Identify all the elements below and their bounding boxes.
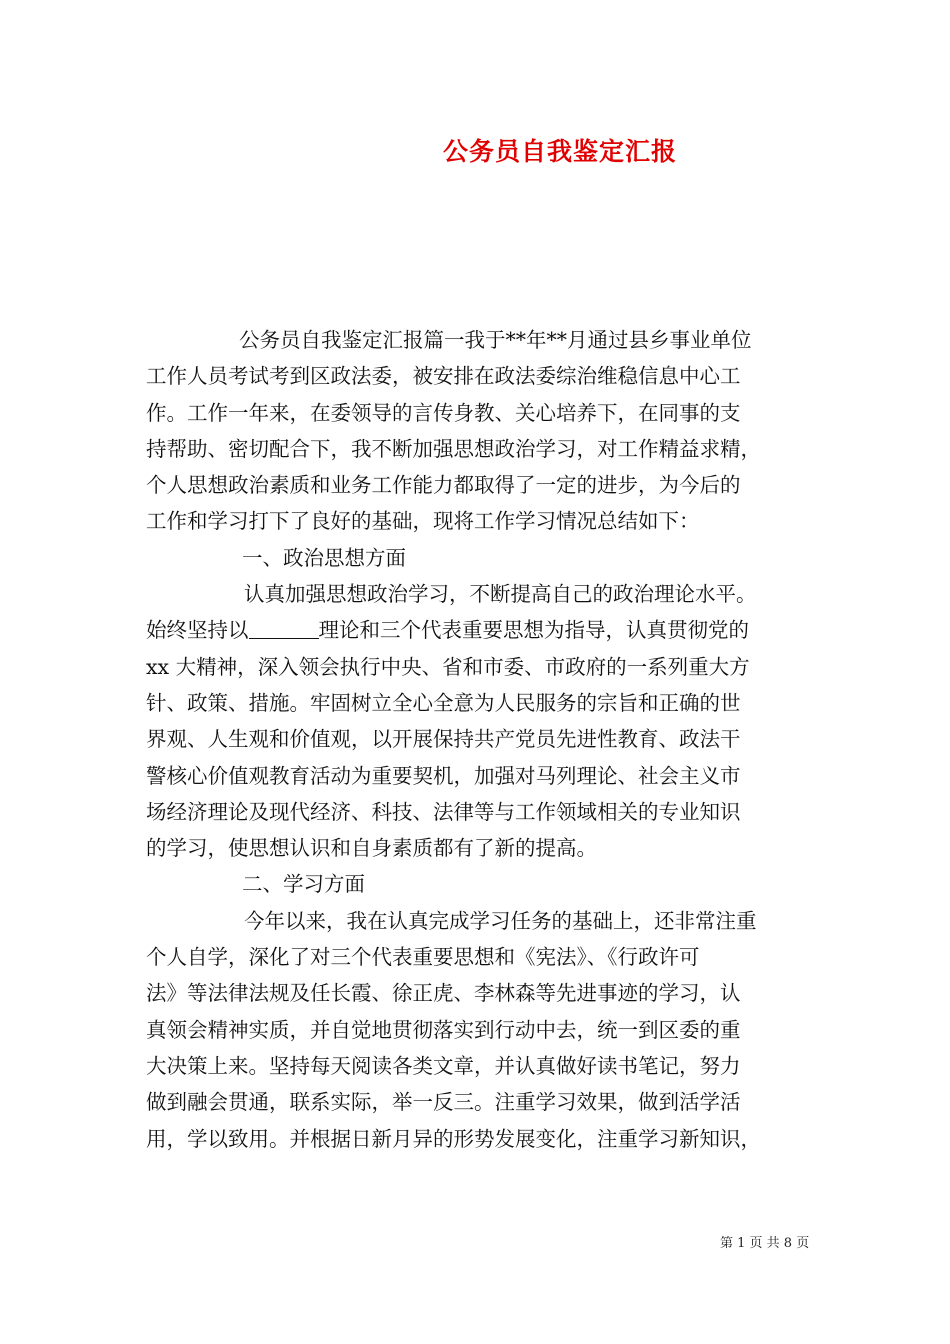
paragraph-line: 个人思想政治素质和业务工作能力都取得了一定的进步，为今后的 xyxy=(146,473,741,498)
page-number: 第 1 页 共 8 页 xyxy=(720,1236,810,1251)
paragraph-line: 大决策上来。坚持每天阅读各类文章，并认真做好读书笔记，努力 xyxy=(146,1053,741,1078)
paragraph-line: xx 大精神，深入领会执行中央、省和市委、市政府的一系列重大方 xyxy=(146,654,750,679)
document-title: 公务员自我鉴定汇报 xyxy=(442,137,677,166)
paragraph-line: 今年以来，我在认真完成学习任务的基础上，还非常注重 xyxy=(244,908,757,933)
paragraph-line: 认真加强思想政治学习，不断提高自己的政治理论水平。 xyxy=(244,582,757,607)
line-segment: 理论和三个代表重要思想为指导，认真贯彻党的 xyxy=(318,618,749,643)
section-heading: 二、学习方面 xyxy=(242,872,365,897)
section-heading: 一、政治思想方面 xyxy=(242,545,406,570)
document-body xyxy=(146,322,816,1157)
blank-underline xyxy=(249,618,319,639)
paragraph-line: 警核心价值观教育活动为重要契机，加强对马列理论、社会主义市 xyxy=(146,763,741,788)
paragraph-line: 用，学以致用。并根据日新月异的形势发展变化，注重学习新知识， xyxy=(146,1126,761,1151)
paragraph-line xyxy=(146,612,816,648)
paragraph-line: 公务员自我鉴定汇报篇一我于**年**月通过县乡事业单位 xyxy=(239,328,752,352)
paragraph-line: 持帮助、密切配合下，我不断加强思想政治学习，对工作精益求精， xyxy=(146,436,761,461)
line-segment: 始终坚持以 xyxy=(146,618,249,643)
paragraph-line: 真领会精神实质，并自觉地贯彻落实到行动中去，统一到区委的重 xyxy=(146,1017,741,1042)
paragraph-line: 法》等法律法规及任长霞、徐正虎、李林森等先进事迹的学习，认 xyxy=(146,981,741,1006)
paragraph-line: 个人自学，深化了对三个代表重要思想和《宪法》、《行政许可 xyxy=(146,945,700,970)
paragraph-line: 工作和学习打下了良好的基础，现将工作学习情况总结如下： xyxy=(146,509,700,534)
paragraph-line: 针、政策、措施。牢固树立全心全意为人民服务的宗旨和正确的世 xyxy=(146,690,741,715)
paragraph-line: 工作人员考试考到区政法委，被安排在政法委综治维稳信息中心工 xyxy=(146,364,741,389)
paragraph-line: 界观、人生观和价值观，以开展保持共产党员先进性教育、政法干 xyxy=(146,727,741,752)
paragraph-line: 作。工作一年来，在委领导的言传身教、关心培养下，在同事的支 xyxy=(146,400,741,425)
paragraph-line: 场经济理论及现代经济、科技、法律等与工作领域相关的专业知识 xyxy=(146,799,741,824)
paragraph-line: 做到融会贯通，联系实际，举一反三。注重学习效果，做到活学活 xyxy=(146,1090,741,1115)
paragraph-line: 的学习，使思想认识和自身素质都有了新的提高。 xyxy=(146,836,597,861)
